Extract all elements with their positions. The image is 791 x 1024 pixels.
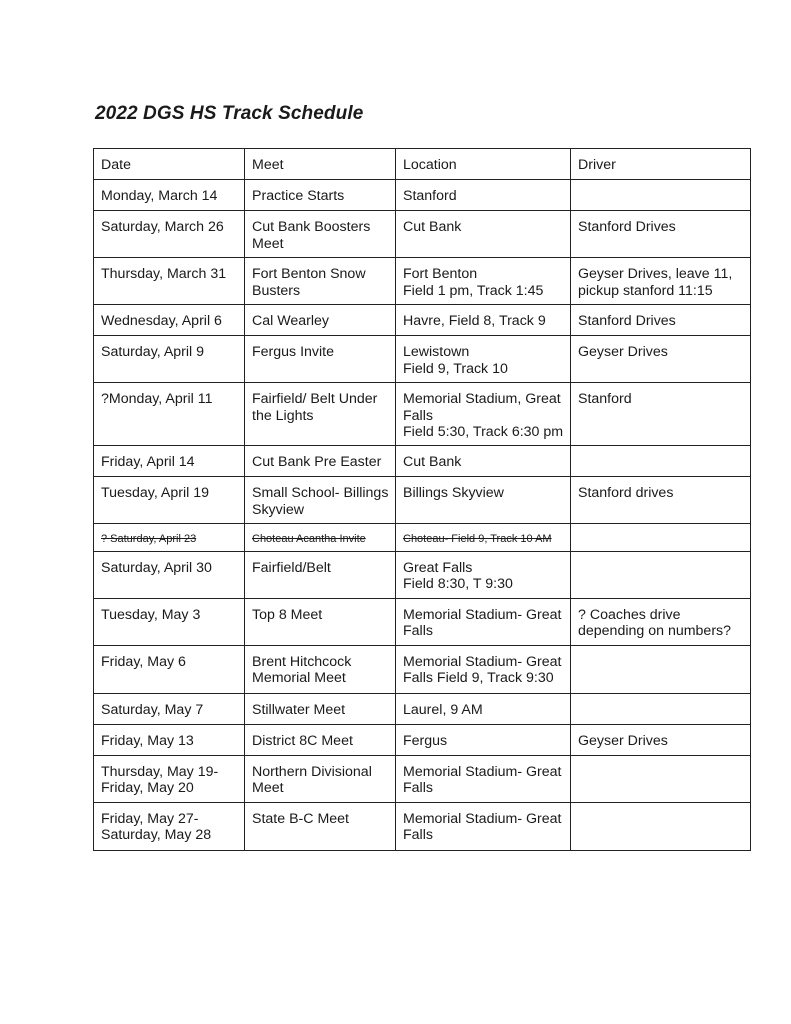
meet-cell xyxy=(245,693,396,724)
location-cell xyxy=(396,211,571,258)
date-cell xyxy=(94,724,245,755)
meet-cell xyxy=(245,336,396,383)
cell-text-line: Memorial Stadium- Great xyxy=(403,653,562,670)
cell-text-line: Friday, May 27- xyxy=(101,810,199,827)
date-cell xyxy=(94,258,245,305)
cell-text-line: Lewistown xyxy=(403,344,470,360)
cell-text-line: Geyser Drives, leave 11, xyxy=(578,266,733,282)
location-cell xyxy=(396,598,571,645)
cell-text-line: Small School- Billings xyxy=(252,485,389,501)
meet-cell xyxy=(245,524,396,552)
header-location: Location xyxy=(396,149,571,180)
table-row xyxy=(94,211,751,258)
header-driver: Driver xyxy=(571,149,751,180)
driver-cell xyxy=(571,383,751,446)
date-cell xyxy=(94,477,245,524)
table-row xyxy=(94,336,751,383)
driver-cell xyxy=(571,598,751,645)
driver-cell xyxy=(571,446,751,477)
date-cell xyxy=(94,336,245,383)
meet-cell xyxy=(245,551,396,598)
location-cell xyxy=(396,724,571,755)
cell-text-line: Stillwater Meet xyxy=(252,701,346,718)
table-row xyxy=(94,305,751,336)
cell-text-line: Field 8:30, T 9:30 xyxy=(403,576,513,592)
meet-cell xyxy=(245,211,396,258)
location-cell xyxy=(396,180,571,211)
meet-cell xyxy=(245,477,396,524)
cell-text-line: ? Coaches drive xyxy=(578,606,681,623)
location-cell xyxy=(396,258,571,305)
meet-cell xyxy=(245,446,396,477)
header-meet: Meet xyxy=(245,149,396,180)
cell-text-line: Top 8 Meet xyxy=(252,606,323,623)
driver-cell xyxy=(571,755,751,802)
cell-text-line: Brent Hitchcock xyxy=(252,653,352,670)
driver-cell xyxy=(571,802,751,850)
cell-text-line: Falls xyxy=(403,407,433,424)
cell-text-line: Tuesday, May 3 xyxy=(101,606,201,623)
cell-text-line: Saturday, April 30 xyxy=(101,559,212,576)
cell-text-line: Cut Bank xyxy=(403,219,462,235)
meet-cell xyxy=(245,645,396,693)
date-cell xyxy=(94,755,245,802)
driver-cell xyxy=(571,180,751,211)
meet-cell xyxy=(245,180,396,211)
location-cell xyxy=(396,802,571,850)
table-row xyxy=(94,551,751,598)
meet-cell xyxy=(245,305,396,336)
track-schedule-table xyxy=(93,148,751,851)
location-cell xyxy=(396,477,571,524)
date-cell xyxy=(94,598,245,645)
cell-text-line: Memorial Stadium, Great xyxy=(403,391,561,407)
location-cell xyxy=(396,383,571,446)
cell-text-line: ?Monday, April 11 xyxy=(101,391,213,407)
cell-text-line: Geyser Drives xyxy=(578,344,668,360)
cell-text-line: Fort Benton Snow xyxy=(252,266,366,282)
cell-text-line: Memorial Stadium- Great xyxy=(403,810,562,827)
cell-text-line: Northern Divisional xyxy=(252,763,372,780)
cell-text-line: Geyser Drives xyxy=(578,732,668,749)
cell-text-line: Memorial Stadium- Great xyxy=(403,606,562,623)
cell-text-line: District 8C Meet xyxy=(252,732,353,749)
cell-text-line: Falls xyxy=(403,623,433,639)
driver-cell xyxy=(571,524,751,552)
location-cell xyxy=(396,645,571,693)
table-row xyxy=(94,598,751,645)
cell-text-line: Choteau Acantha Invite xyxy=(252,533,366,545)
location-cell xyxy=(396,755,571,802)
driver-cell xyxy=(571,477,751,524)
cell-text-line: Fairfield/ Belt Under xyxy=(252,391,378,407)
cell-text-line: Field 5:30, Track 6:30 pm xyxy=(403,424,564,440)
location-cell xyxy=(396,693,571,724)
date-cell xyxy=(94,551,245,598)
table-row xyxy=(94,524,751,552)
location-cell xyxy=(396,336,571,383)
meet-cell xyxy=(245,802,396,850)
cell-text-line: depending on numbers? xyxy=(578,623,732,639)
table-row xyxy=(94,446,751,477)
cell-text-line: Tuesday, April 19 xyxy=(101,485,210,501)
cell-text-line: Friday, May 13 xyxy=(101,732,194,749)
driver-cell xyxy=(571,336,751,383)
cell-text-line: Friday, May 6 xyxy=(101,653,186,670)
cell-text-line: Saturday, May 7 xyxy=(101,701,204,718)
date-cell xyxy=(94,180,245,211)
driver-cell xyxy=(571,724,751,755)
date-cell xyxy=(94,305,245,336)
cell-text-line: Saturday, March 26 xyxy=(101,219,224,235)
document-title: 2022 DGS HS Track Schedule xyxy=(95,103,364,124)
table-row xyxy=(94,477,751,524)
driver-cell xyxy=(571,305,751,336)
cell-text-line: Monday, March 14 xyxy=(101,188,218,204)
cell-text-line: State B-C Meet xyxy=(252,810,349,827)
table-row xyxy=(94,180,751,211)
driver-cell xyxy=(571,693,751,724)
cell-text-line: Practice Starts xyxy=(252,188,345,204)
date-cell xyxy=(94,802,245,850)
meet-cell xyxy=(245,383,396,446)
cell-text-line: Fort Benton xyxy=(403,266,478,282)
date-cell xyxy=(94,211,245,258)
header-date: Date xyxy=(94,149,245,180)
table-row xyxy=(94,802,751,850)
cell-text-line: Field 9, Track 10 xyxy=(403,360,508,377)
meet-cell xyxy=(245,258,396,305)
date-cell xyxy=(94,524,245,552)
driver-cell xyxy=(571,645,751,693)
location-cell xyxy=(396,524,571,552)
cell-text-line: Thursday, March 31 xyxy=(101,266,227,282)
table-row xyxy=(94,755,751,802)
table-row xyxy=(94,383,751,446)
cell-text-line: Friday, May 20 xyxy=(101,780,194,796)
cell-text-line: Cut Bank xyxy=(403,454,462,470)
meet-cell xyxy=(245,598,396,645)
cell-text-line: pickup stanford 11:15 xyxy=(578,282,713,299)
cell-text-line: Stanford xyxy=(403,188,457,204)
meet-cell xyxy=(245,724,396,755)
cell-text-line: Falls Field 9, Track 9:30 xyxy=(403,670,554,686)
date-cell xyxy=(94,446,245,477)
cell-text-line: Thursday, May 19- xyxy=(101,763,219,780)
meet-cell xyxy=(245,755,396,802)
date-cell xyxy=(94,645,245,693)
location-cell xyxy=(396,305,571,336)
cell-text-line: Falls xyxy=(403,827,433,843)
cell-text-line: Memorial Stadium- Great xyxy=(403,763,562,780)
cell-text-line: Saturday, May 28 xyxy=(101,827,212,843)
cell-text-line: Choteau- Field 9, Track 10 AM xyxy=(403,533,552,545)
cell-text-line: Stanford Drives xyxy=(578,219,676,235)
cell-text-line: Cal Wearley xyxy=(252,313,330,329)
cell-text-line: Stanford xyxy=(578,391,632,407)
cell-text-line: the Lights xyxy=(252,407,314,424)
cell-text-line: ? Saturday, April 23 xyxy=(101,533,197,545)
driver-cell xyxy=(571,258,751,305)
cell-text-line: Fergus xyxy=(403,732,448,749)
cell-text-line: Laurel, 9 AM xyxy=(403,701,483,718)
date-cell xyxy=(94,383,245,446)
cell-text-line: Wednesday, April 6 xyxy=(101,313,222,329)
cell-text-line: Great Falls xyxy=(403,559,473,576)
cell-text-line: Havre, Field 8, Track 9 xyxy=(403,313,546,329)
table-row xyxy=(94,258,751,305)
cell-text-line: Saturday, April 9 xyxy=(101,344,205,360)
cell-text-line: Friday, April 14 xyxy=(101,454,195,470)
cell-text-line: Meet xyxy=(252,235,284,252)
cell-text-line: Stanford Drives xyxy=(578,313,676,329)
driver-cell xyxy=(571,551,751,598)
cell-text-line: Stanford drives xyxy=(578,485,674,501)
driver-cell xyxy=(571,211,751,258)
cell-text-line: Cut Bank Pre Easter xyxy=(252,454,382,470)
table-header-row xyxy=(94,149,751,180)
cell-text-line: Memorial Meet xyxy=(252,670,346,686)
table-row xyxy=(94,693,751,724)
table-row xyxy=(94,645,751,693)
location-cell xyxy=(396,551,571,598)
cell-text-line: Fergus Invite xyxy=(252,344,335,360)
cell-text-line: Falls xyxy=(403,780,433,796)
date-cell xyxy=(94,693,245,724)
cell-text-line: Billings Skyview xyxy=(403,485,504,501)
cell-text-line: Cut Bank Boosters xyxy=(252,219,371,235)
cell-text-line: Field 1 pm, Track 1:45 xyxy=(403,282,544,299)
cell-text-line: Meet xyxy=(252,780,284,796)
table-row xyxy=(94,724,751,755)
cell-text-line: Skyview xyxy=(252,501,305,518)
cell-text-line: Busters xyxy=(252,282,301,299)
location-cell xyxy=(396,446,571,477)
cell-text-line: Fairfield/Belt xyxy=(252,559,331,576)
